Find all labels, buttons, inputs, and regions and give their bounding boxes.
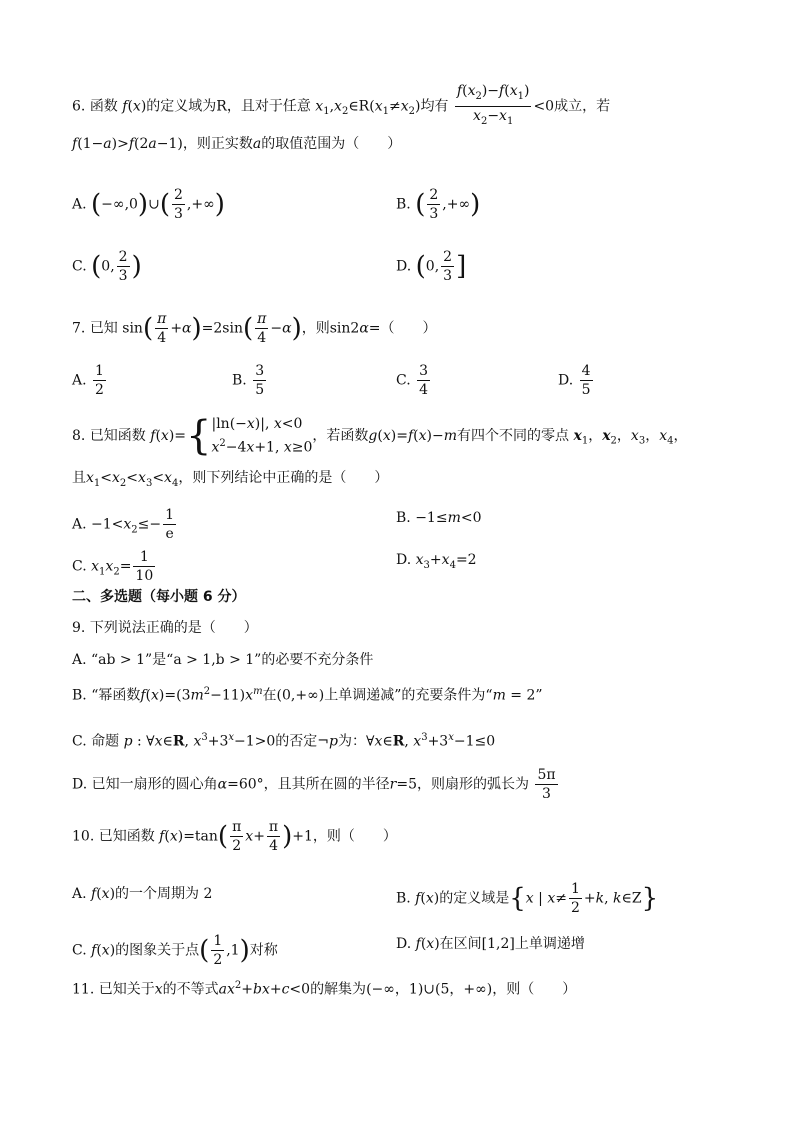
q6-text: 函数 bbox=[89, 98, 118, 115]
q6-number: 6. bbox=[72, 98, 86, 115]
q11-number: 11. bbox=[72, 981, 95, 998]
q9-option-d-text: ，且其所在圆的半径 bbox=[263, 776, 390, 793]
q8-text: ，则下列结论中正确的是（ ） bbox=[178, 470, 389, 486]
q10-option-d-text: 上单调递增 bbox=[514, 936, 585, 952]
q8-text: 有四个不同的零点 bbox=[457, 427, 569, 444]
q11-text: 的解集为 bbox=[310, 981, 367, 998]
q11-text: 已知关于 bbox=[98, 981, 155, 998]
q7-option-a[interactable]: A. $\frac{1}{2}$ bbox=[72, 363, 104, 398]
q9-stem bbox=[72, 618, 258, 638]
q8-option-d[interactable]: D. $x_3+x_4=2$ bbox=[396, 552, 477, 571]
q9-option-b-text: ” bbox=[535, 687, 543, 704]
q8-option-c[interactable]: C. $x_1x_2=$ $\frac{1}{10}$ bbox=[72, 549, 154, 584]
q11-stem: 11. 已知关于x的不等式$ax^2+bx+c<0$的解集为(−∞，1)∪(5，+∞)，则（ ） bbox=[72, 980, 577, 998]
q10-option-c-text: 对称 bbox=[249, 942, 278, 959]
option-label: C. bbox=[72, 558, 87, 575]
q10-text: 已知函数 bbox=[98, 828, 155, 845]
section-title: 二、多选题（每小题 6 分） bbox=[72, 589, 246, 605]
q9-option-c-text: 为： bbox=[338, 733, 366, 750]
option-label: C. bbox=[72, 942, 87, 959]
q9-option-b-text: 在 bbox=[262, 687, 277, 704]
option-label: D. bbox=[396, 552, 412, 568]
q6-text: 的定义域为R，且对于任意 bbox=[146, 98, 311, 115]
q6-option-d[interactable]: D. (0, $\frac{2}{3}$ ] bbox=[396, 249, 467, 284]
q10-option-d-text: 在区间 bbox=[439, 936, 482, 952]
q8-text: 已知函数 bbox=[89, 427, 146, 444]
q7-option-d[interactable]: D. $\frac{4}{5}$ bbox=[558, 363, 591, 398]
q6-option-a[interactable]: A. (−∞,0)∪( $\frac{2}{3}$ ,+∞) bbox=[72, 187, 225, 222]
option-label: D. bbox=[558, 372, 574, 389]
q8-stem: 8. 已知函数 f(x)={ |ln(−x)|, x<0 $x^2-4x+1$, x≥0 ，若函数g(x)=f(x)−m有四个不同的零点 $x_1$，$x_2$，$x_3$，$x_4$， bbox=[72, 412, 688, 459]
q9-option-d-text: ，则扇形的弧长为 bbox=[417, 776, 529, 793]
q6-fraction: $\frac{f(x_2)-f(x_1)}{x_2-x_1}$ bbox=[456, 83, 530, 127]
q10-option-a[interactable]: A. f(x)的一个周期为 2 bbox=[72, 886, 213, 902]
option-label: D. bbox=[396, 936, 412, 952]
q10-option-b-text: 的定义域是 bbox=[439, 890, 510, 907]
q7-text: （ ） bbox=[380, 320, 437, 337]
q9-option-b[interactable]: B. “幂函数$f(x)=(3m^2-11)x^m$在(0,+∞)上单调递减”的充要条件为“m = 2” bbox=[72, 686, 543, 704]
q11-text: ，则（ ） bbox=[492, 981, 577, 998]
q6-text: ，则正实数 bbox=[182, 136, 253, 152]
q6-option-b[interactable]: B. ( $\frac{2}{3}$ ,+∞) bbox=[396, 187, 481, 222]
option-label: B. bbox=[232, 372, 247, 389]
q7-text: 已知 bbox=[89, 320, 118, 337]
q11-text: 的不等式 bbox=[162, 981, 219, 998]
q8-stem-line2: 且$x_1<x_2<x_3<x_4$，则下列结论中正确的是（ ） bbox=[72, 470, 389, 489]
q9-option-a[interactable] bbox=[72, 650, 373, 670]
q6-text: 成立，若 bbox=[554, 98, 611, 115]
option-label: A. bbox=[72, 516, 87, 533]
option-label: C. bbox=[72, 258, 87, 275]
q9-number: 9. bbox=[72, 620, 86, 636]
q10-option-c[interactable]: C. f(x)的图象关于点( $\frac{1}{2}$ ,1)对称 bbox=[72, 933, 278, 968]
q6-stem-line2: f(1−a)>f(2a−1)，则正实数a的取值范围为（ ） bbox=[72, 136, 402, 152]
q9-option-a-text: A. “ab > 1”是“a > 1,b > 1”的必要不充分条件 bbox=[72, 652, 374, 668]
q7-number: 7. bbox=[72, 320, 86, 337]
q6-text: 的取值范围为（ ） bbox=[261, 136, 402, 152]
option-label: A. bbox=[72, 196, 87, 213]
q6-text: 均有 bbox=[420, 98, 449, 115]
q9-option-d[interactable]: D. 已知一扇形的圆心角α=60°，且其所在圆的半径r=5，则扇形的弧长为 $\frac{5\pi}{3}$ bbox=[72, 767, 556, 802]
q7-text: ，则 bbox=[301, 320, 330, 337]
q10-number: 10. bbox=[72, 828, 95, 845]
option-label: C. bbox=[396, 372, 411, 389]
option-label: A. bbox=[72, 886, 87, 902]
q8-option-a[interactable]: A. $-1<x_2\le-$ $\frac{1}{e}$ bbox=[72, 507, 175, 542]
q9-option-c[interactable]: C. 命题 p : ∀x∈R, $x^3+3^x-1>0$的否定¬p为：∀x∈R, $x^3+3^x-1\le 0$ bbox=[72, 732, 496, 750]
q7-option-c[interactable]: C. $\frac{3}{4}$ bbox=[396, 363, 429, 398]
q9-option-c-text: 的否定 bbox=[275, 733, 318, 750]
q10-option-c-text: 的图象关于点 bbox=[115, 942, 200, 959]
q8-number: 8. bbox=[72, 427, 86, 444]
q8-text: ，若函数 bbox=[312, 427, 369, 444]
q7-stem: 7. 已知 sin( $\frac{\pi}{4}$ +α)=2sin( $\frac{\pi}{4}$ −α)，则sin2α=（ ） bbox=[72, 311, 437, 346]
q9-text: 下列说法正确的是（ ） bbox=[89, 620, 258, 636]
q8-option-b[interactable]: B. −1≤m<0 bbox=[396, 510, 482, 526]
q9-option-d-text: D. 已知一扇形的圆心角 bbox=[72, 776, 218, 793]
q10-option-a-text: 的一个周期为 2 bbox=[115, 886, 213, 902]
q6-stem: 6. 函数 f(x)的定义域为R，且对于任意 $x_1,x_2\in R(x_1\ne x_2)$均有 $\frac{f(x_2)-f(x_1)}{x_2-x_1}$ <0成立，若 bbox=[72, 82, 610, 131]
option-label: D. bbox=[396, 258, 412, 275]
option-label: B. bbox=[396, 890, 411, 907]
option-label: B. bbox=[396, 196, 411, 213]
option-label: A. bbox=[72, 372, 87, 389]
q8-text: 且 bbox=[72, 470, 86, 486]
q10-option-b[interactable]: B. f(x)的定义域是{x | x≠ $\frac{1}{2}$ +k, k∈Z} bbox=[396, 881, 659, 916]
q9-option-c-text: C. 命题 bbox=[72, 733, 120, 750]
q9-option-b-text: 上单调递减”的充要条件为“ bbox=[324, 687, 493, 704]
q10-stem: 10. 已知函数 f(x)=tan( $\frac{\pi}{2}$ x+ $\frac{\pi}{4}$ )+1，则（ ） bbox=[72, 819, 397, 854]
option-label: B. bbox=[396, 510, 411, 526]
q7-option-b[interactable]: B. $\frac{3}{5}$ bbox=[232, 363, 265, 398]
q6-option-c[interactable]: C. (0, $\frac{2}{3}$ ) bbox=[72, 249, 142, 284]
q9-option-b-text: B. “幂函数 bbox=[72, 687, 141, 704]
q10-text: ，则（ ） bbox=[312, 828, 397, 845]
q10-option-d[interactable]: D. f(x)在区间[1,2]上单调递增 bbox=[396, 936, 585, 952]
